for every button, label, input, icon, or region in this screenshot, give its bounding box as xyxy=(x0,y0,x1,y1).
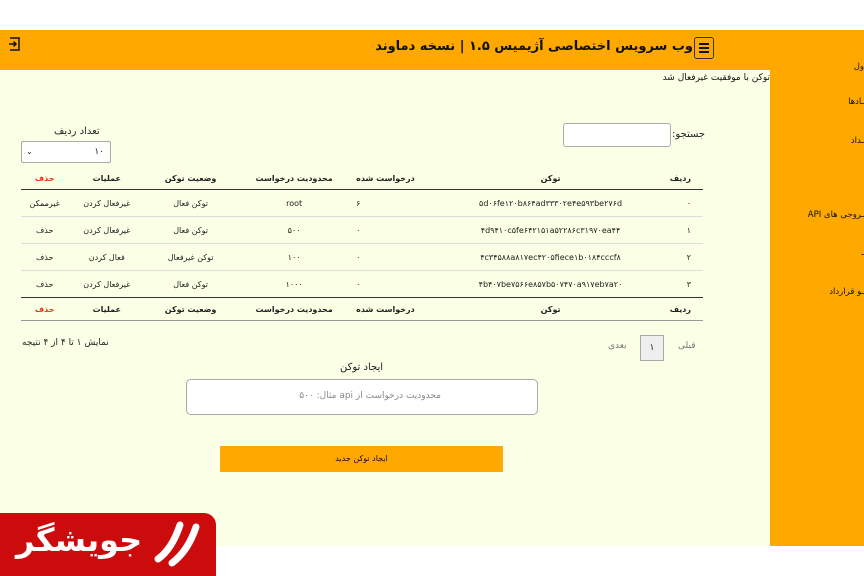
row-operation-link[interactable]: غیرفعال کردن xyxy=(83,225,131,235)
row-status: توکن فعال xyxy=(173,198,208,208)
row-limit: root xyxy=(286,198,303,208)
table-header-row xyxy=(21,167,703,190)
sidebar-item-1[interactable]: ول xyxy=(853,62,864,72)
top-header-bar xyxy=(0,30,770,70)
search-label: جستجو: xyxy=(672,129,706,140)
table-row xyxy=(21,217,703,244)
sidebar-item-3[interactable]: ـداد xyxy=(850,136,864,146)
sidebar-item-2[interactable]: ـادها xyxy=(848,97,864,107)
row-index: ۳ xyxy=(686,279,691,289)
row-index: ۲ xyxy=(686,252,691,262)
tokens-table xyxy=(21,167,703,321)
header-token[interactable]: توکن xyxy=(458,167,644,190)
rows-count-label: تعداد ردیف xyxy=(54,126,100,137)
table-row xyxy=(21,190,703,217)
footer-limit: محدودیت درخواست xyxy=(236,298,352,321)
row-status: توکن فعال xyxy=(173,279,208,289)
header-index[interactable]: ردیف xyxy=(643,167,703,190)
header-requests[interactable]: درخواست شده xyxy=(352,167,458,190)
row-index: ۰ xyxy=(686,198,691,208)
sidebar xyxy=(770,30,864,546)
success-message: توکن با موفقیت غیرفعال شد xyxy=(662,73,770,83)
row-index: ۱ xyxy=(686,225,691,235)
brand-logo xyxy=(0,513,216,576)
row-limit: ۱۰۰ xyxy=(287,252,301,262)
pagination-next[interactable]: بعدی xyxy=(608,341,627,351)
header-delete[interactable]: حذف xyxy=(21,167,68,190)
search-input[interactable] xyxy=(563,123,671,147)
row-limit: ۱۰۰۰ xyxy=(285,279,303,289)
row-requests: ۰ xyxy=(356,252,361,262)
row-limit: ۵۰۰ xyxy=(287,225,301,235)
row-delete-link[interactable]: حذف xyxy=(36,252,54,262)
sidebar-item-5[interactable]: ـ xyxy=(861,248,864,258)
row-requests: ۰ xyxy=(356,279,361,289)
chevron-down-icon: ⌄ xyxy=(26,147,33,156)
row-status: توکن غیرفعال xyxy=(167,252,214,262)
rows-count-value: ۱۰ xyxy=(94,147,104,157)
rows-count-select[interactable] xyxy=(21,141,111,163)
footer-token: توکن xyxy=(458,298,644,321)
request-limit-placeholder: محدودیت درخواست از api مثال: ۵۰۰ xyxy=(299,391,441,401)
sidebar-item-api[interactable]: ـروجی های API xyxy=(807,210,864,220)
footer-delete: حذف xyxy=(21,298,68,321)
row-delete-link[interactable]: حذف xyxy=(36,279,54,289)
hamburger-icon[interactable] xyxy=(694,37,714,59)
table-footer-row xyxy=(21,298,703,321)
request-limit-input[interactable] xyxy=(186,379,538,415)
create-token-button[interactable]: ایجاد توکن جدید xyxy=(220,446,503,472)
main-content xyxy=(0,70,770,546)
pagination-prev[interactable]: قبلی xyxy=(678,341,696,351)
row-token: ۴c۳۴۵۸۸a۸۱۷ec۴۲۰۵fiece۱b۰۱۸۴cccf۸ xyxy=(480,252,621,262)
sidebar-item-contract[interactable]: ـو قرارداد xyxy=(829,287,864,297)
page-title: وب سرویس اختصاصی آژیمیس ۱.۵ | نسخه دماوند xyxy=(375,39,693,54)
brand-mark-icon xyxy=(150,519,204,569)
logout-icon[interactable] xyxy=(8,37,22,51)
results-info: نمایش ۱ تا ۴ از ۴ نتیجه xyxy=(22,338,109,348)
header-status[interactable]: وضعیت توکن xyxy=(145,167,236,190)
brand-name: جویشگر xyxy=(16,521,143,559)
footer-index: ردیف xyxy=(643,298,703,321)
create-token-label: ایجاد توکن xyxy=(340,362,384,373)
footer-status: وضعیت توکن xyxy=(145,298,236,321)
row-token: ۴d۹۴۱۰c۵fe۶۴۲۱۵۱a۵۲۲۸۶c۳۱۹۷۰ea۴۴ xyxy=(480,225,621,235)
pagination-page[interactable]: ۱ xyxy=(640,335,664,361)
row-requests: ۶ xyxy=(356,198,361,208)
header-limit[interactable]: محدودیت درخواست xyxy=(236,167,352,190)
footer-operations: عملیات xyxy=(68,298,145,321)
row-operation-link[interactable]: غیرفعال کردن xyxy=(83,279,131,289)
row-token: ۵d۰۶fe۱۲۰b۸۶۴ad۳۳۳۰۲e۴e۵۹۳be۲۷۶d xyxy=(479,198,623,208)
header-operations[interactable]: عملیات xyxy=(68,167,145,190)
row-delete-text: غیرممکن xyxy=(29,198,60,208)
row-operation-link[interactable]: غیرفعال کردن xyxy=(83,198,131,208)
row-operation-link[interactable]: فعال کردن xyxy=(88,252,125,262)
row-delete-link[interactable]: حذف xyxy=(36,225,54,235)
table-row xyxy=(21,244,703,271)
row-status: توکن فعال xyxy=(173,225,208,235)
row-requests: ۰ xyxy=(356,225,361,235)
row-token: ۴b۴۰۷be۷۵۶۶e۸۵۷b۵۰۷۴۷۰a۹۱۷eb۷a۲۰ xyxy=(478,279,623,289)
table-row xyxy=(21,271,703,298)
footer-requests: درخواست شده xyxy=(352,298,458,321)
